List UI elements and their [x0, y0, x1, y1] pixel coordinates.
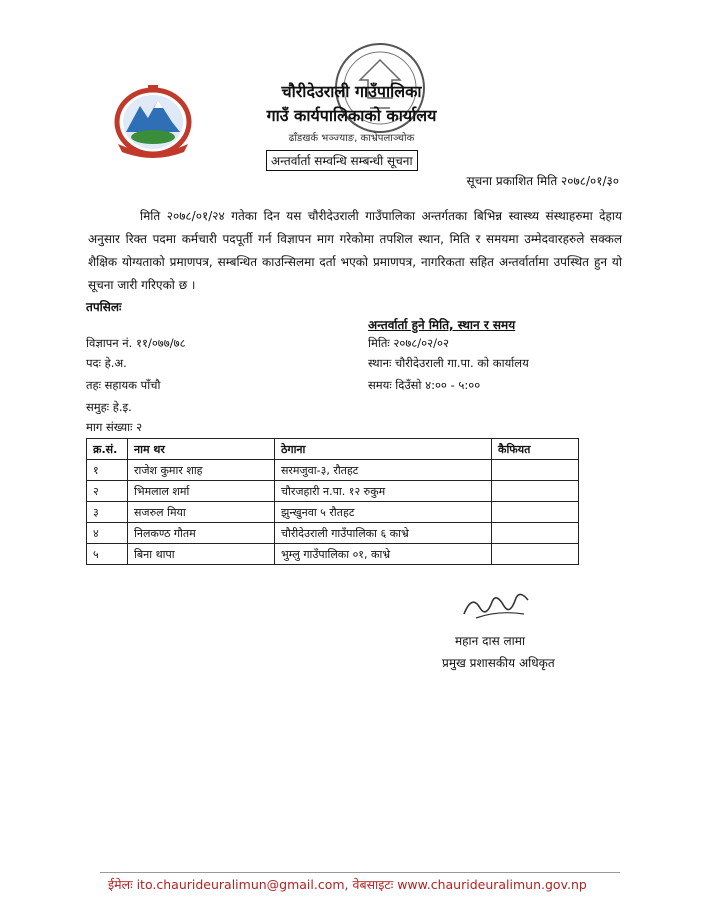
interview-place: स्थानः चौरीदेउराली गा.पा. को कार्यालय: [368, 356, 529, 370]
signatory-name: महान दास लामा: [455, 634, 526, 648]
table-row: [87, 502, 579, 523]
interview-heading: अन्तर्वार्ता हुने मिति, स्थान र समय: [368, 318, 516, 332]
table-row: [87, 481, 579, 502]
interview-date: मितिः २०७८/०२/०२: [368, 336, 449, 350]
table-row: [87, 523, 579, 544]
cell-address: भुम्लु गाउँपालिका ०१, काभ्रे: [275, 544, 492, 565]
group: समुहः हे.इ.: [86, 400, 132, 414]
cell-remarks: [492, 481, 579, 502]
candidates-table: [86, 438, 579, 565]
level: तहः सहायक पाँचौ: [86, 378, 161, 392]
table-row: [87, 544, 579, 565]
signature-icon: [458, 588, 538, 624]
cell-remarks: [492, 523, 579, 544]
post: पदः हे.अ.: [86, 356, 127, 370]
signatory-title: प्रमुख प्रशासकीय अधिकृत: [442, 656, 555, 670]
header-serial: क्र.सं.: [87, 439, 128, 460]
cell-serial: १: [87, 460, 128, 481]
cell-name: निलकण्ठ गौतम: [128, 523, 275, 544]
cell-serial: २: [87, 481, 128, 502]
cell-name: सजरुल मिया: [128, 502, 275, 523]
cell-address: झुन्खुनवा ५ रौतहट: [275, 502, 492, 523]
cell-serial: ४: [87, 523, 128, 544]
notice-body: मिति २०७८/०१/२४ गतेका दिन यस चौरीदेउराली गाउँपालिका अन्तर्गतका बिभिन्न स्वास्थ्य संस्थाहरुमा देहाय अनुसार रिक्त पदमा कर्मचारी पदपूर्ती गर्न विज्ञापन माग गरेकोमा तपशिल स्थान, मिति र समयमा उम्मेदवारहरुले सक्कल शैक्षिक योग्यताको प्रमाणपत्र, सम्बन्धित काउन्सिलमा दर्ता भएको प्रमाणपत्र, नागरिकता सहित अन्तर्वार्तामा उपस्थित हुन यो सूचना जारी गरिएको छ ।: [88, 209, 622, 292]
cell-remarks: [492, 502, 579, 523]
footer-divider: [100, 872, 620, 873]
cell-address: चौरीदेउराली गाउँपालिका ६ काभ्रे: [275, 523, 492, 544]
table-row: [87, 460, 579, 481]
cell-name: राजेश कुमार शाह: [128, 460, 275, 481]
cell-address: चौरजहारी न.पा. १२ रुकुम: [275, 481, 492, 502]
cell-address: सरमजुवा-३, रौतहट: [275, 460, 492, 481]
cell-serial: ३: [87, 502, 128, 523]
table-header-row: [87, 439, 579, 460]
interview-time: समयः दिउँसो ४:०० - ५:००: [368, 378, 481, 392]
ad-number: विज्ञापन नं. ११/०७७/७८: [86, 336, 186, 350]
cell-name: बिना थापा: [128, 544, 275, 565]
header-name: नाम थर: [128, 439, 275, 460]
details-label: तपसिलः: [86, 300, 122, 314]
office-address: ढाँडखर्क भञ्ज्याङ, काभ्रेपलाञ्चोक: [288, 133, 415, 144]
published-date: सूचना प्रकाशित मिति २०७८/०१/३०: [466, 174, 619, 188]
org-name: चौरीदेउराली गाउँपालिका: [281, 82, 422, 101]
cell-remarks: [492, 544, 579, 565]
header-remarks: कैफियत: [492, 439, 579, 460]
cell-remarks: [492, 460, 579, 481]
footer-contact: ईमेलः ito.chaurideuralimun@gmail.com, वेबसाइटः www.chaurideuralimun.gov.np: [108, 877, 587, 892]
office-name: गाउँ कार्यपालिकाको कार्यालय: [266, 106, 437, 125]
cell-name: भिमलाल शर्मा: [128, 481, 275, 502]
demand-count: माग संख्याः २: [86, 420, 143, 434]
notice-title: अन्तर्वार्ता सम्वन्धि सम्बन्धी सूचना: [266, 150, 418, 171]
header-address: ठेगाना: [275, 439, 492, 460]
cell-serial: ५: [87, 544, 128, 565]
